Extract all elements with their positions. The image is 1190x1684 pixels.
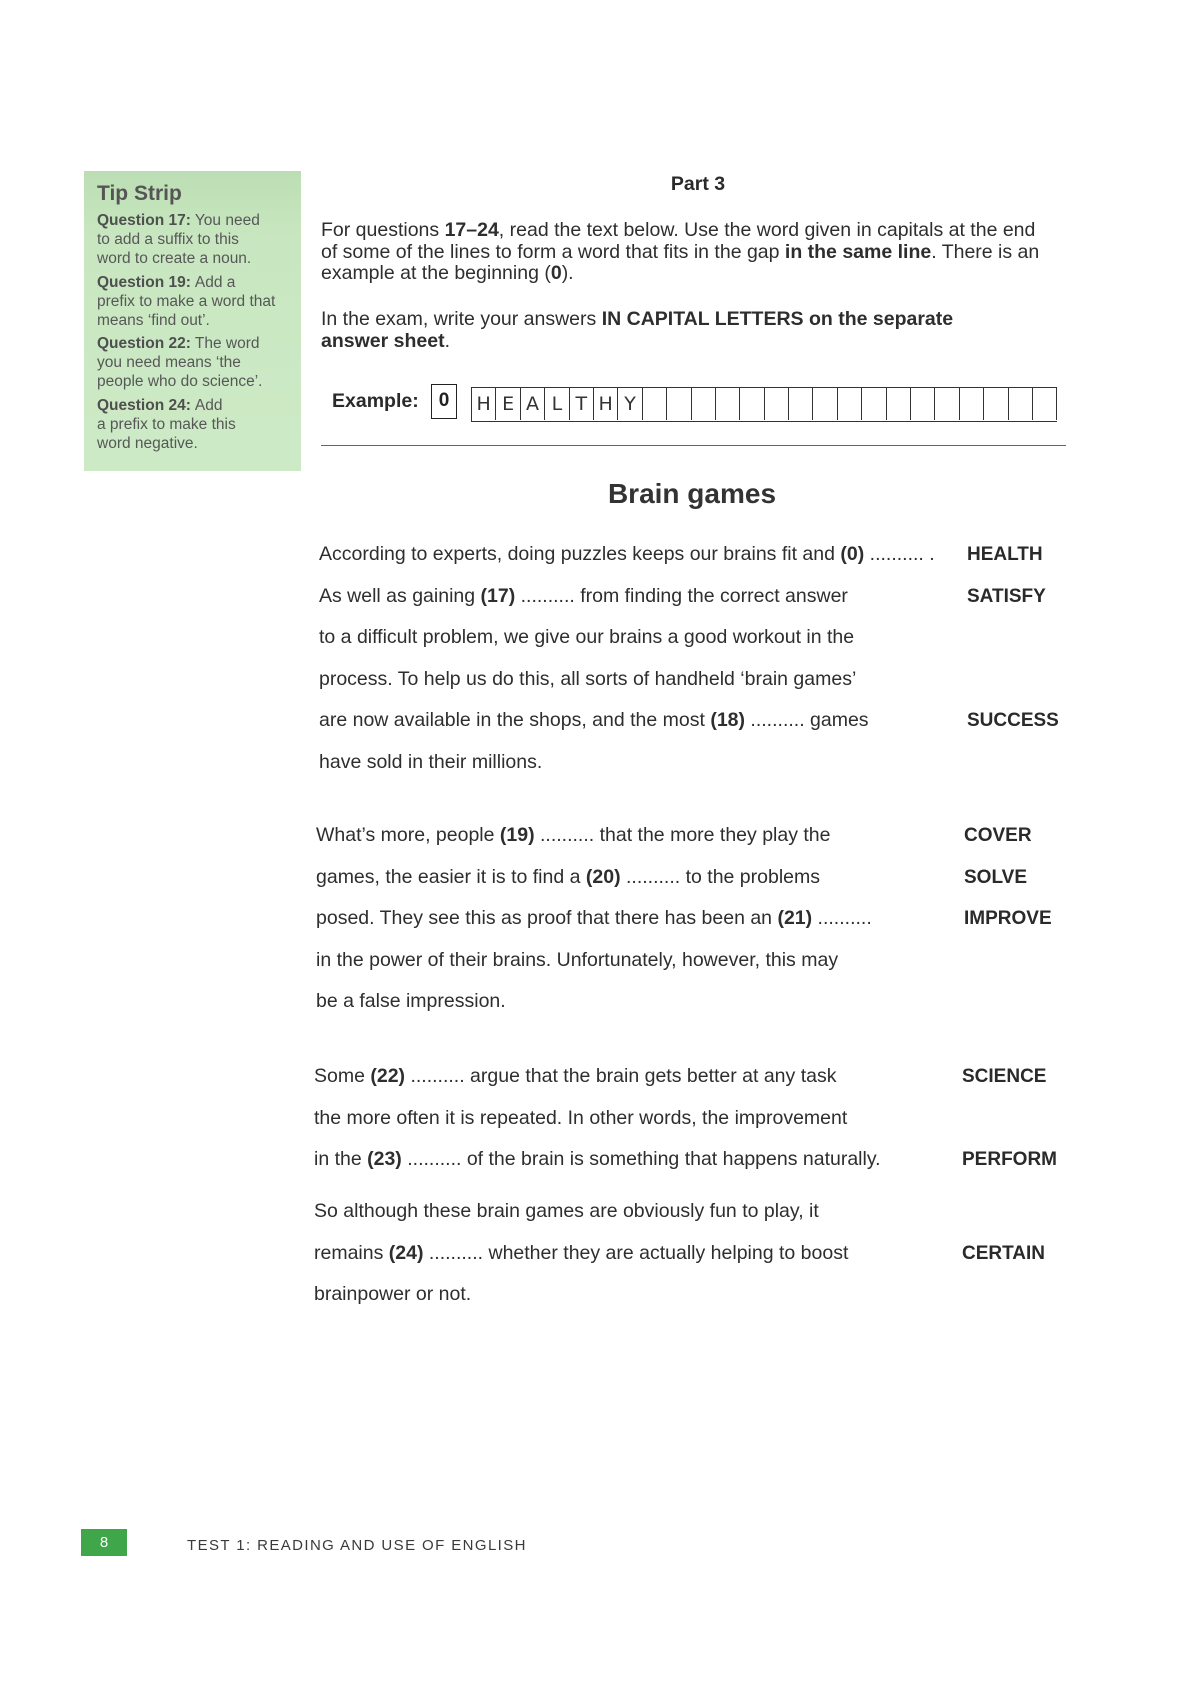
passage-line xyxy=(316,898,1052,940)
line-text: to a difficult problem, we give our brains a good workout in the xyxy=(319,626,855,649)
empty-letter-box xyxy=(643,388,667,420)
instruction-text: In the exam, write your answers xyxy=(321,308,602,330)
instruction-emphasis: IN CAPITAL LETTERS on the separate xyxy=(601,308,954,330)
gap-dots: .......... xyxy=(812,907,872,930)
line-text: are now available in the shops, and the most xyxy=(319,709,711,732)
gap-number: (22) xyxy=(370,1065,406,1087)
instruction-line xyxy=(321,263,1039,285)
tip-label: Question 19: xyxy=(97,273,191,291)
passage-line xyxy=(319,742,935,784)
empty-letter-box xyxy=(887,388,911,420)
empty-letter-box xyxy=(1009,388,1033,420)
instruction-text: of some of the lines to form a word that fits in the gap xyxy=(321,240,785,263)
instruction-emphasis: in the same line xyxy=(784,240,932,263)
passage-line xyxy=(314,1233,1046,1275)
empty-letter-box xyxy=(740,388,764,420)
gap-dots: .......... of the brain is something that happens naturally. xyxy=(401,1148,881,1171)
passage-line xyxy=(316,815,1032,857)
passage-line xyxy=(316,981,872,1023)
keyword: IMPROVE xyxy=(964,908,1052,930)
gap-number: (20) xyxy=(585,865,621,888)
gap-number: (21) xyxy=(777,907,813,930)
passage-line xyxy=(314,1191,848,1233)
tip-text: The word xyxy=(194,335,260,352)
line-text: games, the easier it is to find a xyxy=(316,865,586,888)
line-text: have sold in their millions. xyxy=(319,750,543,773)
keyword: SCIENCE xyxy=(962,1066,1047,1087)
passage-line xyxy=(319,700,1059,742)
instruction-text: ). xyxy=(561,262,574,284)
instruction-text: . xyxy=(444,329,450,352)
tip-line xyxy=(97,334,297,353)
letter-box: H xyxy=(594,388,618,420)
keyword: SUCCESS xyxy=(967,710,1059,732)
tip-text: means ‘find out’. xyxy=(97,311,210,329)
letter-box: E xyxy=(496,388,520,420)
line-text: posed. They see this as proof that there has been an xyxy=(316,907,778,930)
passage-line xyxy=(314,1056,1047,1098)
gap-dots: .......... argue that the brain gets better at any task xyxy=(405,1065,837,1087)
passage-line xyxy=(316,857,1027,899)
tip-list xyxy=(97,211,297,457)
passage-line xyxy=(319,576,1046,618)
gap-dots: .......... games xyxy=(745,709,869,732)
keyword: SOLVE xyxy=(964,866,1027,888)
keyword: HEALTH xyxy=(967,544,1043,565)
empty-letter-box xyxy=(716,388,740,420)
empty-letter-box xyxy=(984,388,1008,420)
gap-dots: .......... . xyxy=(864,543,935,565)
passage-line xyxy=(319,534,1043,576)
gap-number: (0) xyxy=(840,543,865,565)
gap-number: (24) xyxy=(388,1241,424,1264)
gap-dots: .......... that the more they play the xyxy=(534,824,831,846)
running-head: TEST 1: READING AND USE OF ENGLISH xyxy=(187,1537,527,1554)
instruction-text: , read the text below. Use the word given in capitals at the end xyxy=(498,219,1036,241)
letter-box: A xyxy=(521,388,545,420)
letter-box: H xyxy=(472,388,496,420)
empty-letter-box xyxy=(1033,388,1057,420)
line-text: As well as gaining xyxy=(319,584,481,607)
passage-title: Brain games xyxy=(607,478,777,509)
passage-line xyxy=(319,659,935,701)
example-label: Example: xyxy=(332,390,419,412)
part-title: Part 3 xyxy=(670,173,726,195)
line-text: be a false impression. xyxy=(316,990,506,1013)
instruction-text: example at the beginning ( xyxy=(321,262,551,284)
empty-letter-box xyxy=(862,388,886,420)
page-number-badge: 8 xyxy=(81,1529,127,1556)
tip-question-22 xyxy=(97,334,297,391)
instruction-line xyxy=(321,220,1039,242)
gap-number: (23) xyxy=(367,1148,402,1171)
tip-label: Question 22: xyxy=(97,335,191,352)
instruction-line xyxy=(321,309,953,331)
letter-box: L xyxy=(545,388,569,420)
empty-letter-box xyxy=(765,388,789,420)
line-text: brainpower or not. xyxy=(314,1283,472,1306)
tip-text: You need xyxy=(194,212,260,229)
tip-text: you need means ‘the xyxy=(97,354,241,371)
instruction-text: . There is an xyxy=(931,240,1040,263)
tip-text: word negative. xyxy=(97,434,198,452)
keyword: CERTAIN xyxy=(962,1242,1046,1264)
passage-paragraph xyxy=(316,815,1052,1023)
gap-dots: .......... to the problems xyxy=(620,865,820,888)
gap-number: (17) xyxy=(480,584,516,607)
tip-question-24 xyxy=(97,396,297,453)
empty-letter-box xyxy=(935,388,959,420)
tip-question-19 xyxy=(97,273,297,330)
instruction-emphasis: 0 xyxy=(550,262,562,284)
empty-letter-box xyxy=(692,388,716,420)
divider-line xyxy=(321,445,1066,446)
tip-strip xyxy=(84,171,301,471)
instructions xyxy=(321,220,1039,285)
tip-text: people who do science’. xyxy=(97,373,263,390)
passage-line xyxy=(314,1139,1057,1181)
tip-question-17 xyxy=(97,211,297,268)
tip-text: word to create a noun. xyxy=(97,250,252,267)
keyword: PERFORM xyxy=(962,1149,1057,1171)
gap-dots: .......... from finding the correct answer xyxy=(515,584,848,607)
empty-letter-box xyxy=(789,388,813,420)
letter-box: Y xyxy=(618,388,642,420)
line-text: What’s more, people xyxy=(316,824,500,846)
gap-number: (19) xyxy=(499,824,535,846)
example-number-box: 0 xyxy=(431,384,457,419)
tip-text: Add a xyxy=(194,273,236,291)
tip-strip-title: Tip Strip xyxy=(97,182,182,205)
passage-paragraph xyxy=(314,1191,1046,1316)
letter-box: T xyxy=(570,388,594,420)
instruction-emphasis: 17–24 xyxy=(444,219,499,241)
instruction-line xyxy=(321,242,1039,264)
empty-letter-box xyxy=(838,388,862,420)
gap-dots: .......... whether they are actually helping to boost xyxy=(423,1241,849,1264)
tip-line xyxy=(97,273,297,292)
line-text: in the xyxy=(314,1148,368,1171)
tip-line xyxy=(97,396,297,415)
line-text: process. To help us do this, all sorts of handheld ‘brain games’ xyxy=(319,667,857,690)
instruction-text: For questions xyxy=(321,219,445,241)
line-text: in the power of their brains. Unfortunately, however, this may xyxy=(316,948,839,971)
instruction-line xyxy=(321,331,953,353)
line-text: Some xyxy=(314,1065,371,1087)
passage-paragraph xyxy=(319,534,1059,784)
empty-letter-box xyxy=(911,388,935,420)
passage-line xyxy=(314,1274,848,1316)
line-text: According to experts, doing puzzles keeps our brains fit and xyxy=(319,543,841,565)
example-answer-boxes xyxy=(471,387,1057,422)
gap-number: (18) xyxy=(710,709,746,732)
instruction-emphasis: answer sheet xyxy=(321,329,445,352)
tip-text: prefix to make a word that xyxy=(97,292,276,310)
tip-text: Add xyxy=(194,396,223,414)
tip-label: Question 17: xyxy=(97,212,191,229)
keyword: SATISFY xyxy=(967,585,1046,607)
tip-line xyxy=(97,211,297,230)
line-text: the more often it is repeated. In other words, the improvement xyxy=(314,1106,848,1129)
passage-line xyxy=(316,940,872,982)
line-text: So although these brain games are obviously fun to play, it xyxy=(314,1200,819,1222)
empty-letter-box xyxy=(667,388,691,420)
tip-text: to add a suffix to this xyxy=(97,231,239,248)
tip-label: Question 24: xyxy=(97,396,191,414)
exam-instructions xyxy=(321,309,953,352)
keyword: COVER xyxy=(964,825,1032,846)
passage-paragraph xyxy=(314,1056,1057,1181)
passage-line xyxy=(319,617,935,659)
empty-letter-box xyxy=(813,388,837,420)
passage-line xyxy=(314,1098,881,1140)
line-text: remains xyxy=(314,1241,389,1264)
tip-text: a prefix to make this xyxy=(97,415,236,433)
empty-letter-box xyxy=(960,388,984,420)
